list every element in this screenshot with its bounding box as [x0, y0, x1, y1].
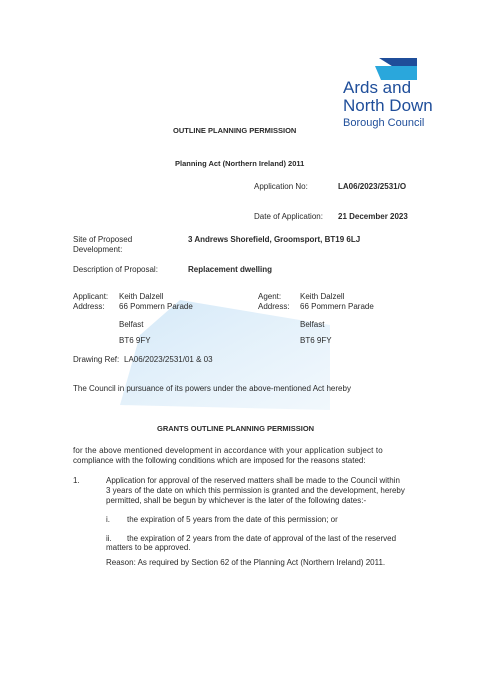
date-label: Date of Application: [254, 212, 323, 221]
agent-address-label: Address: [258, 302, 290, 311]
applicant-name: Keith Dalzell [119, 292, 164, 301]
site-label-1: Site of Proposed [73, 235, 133, 244]
condition-line-2: 3 years of the date on which this permission is granted and the development, hereby [106, 486, 405, 495]
agent-address-1: 66 Pommern Parade [300, 302, 374, 311]
logo-line-2: North Down [343, 96, 433, 115]
agent-address-3: BT6 9FY [300, 336, 332, 345]
application-no: LA06/2023/2531/O [338, 182, 407, 191]
logo-line-3: Borough Council [343, 117, 425, 129]
intro-line-1: for the above mentioned development in accordance with your application subject to [73, 446, 383, 455]
site-address: 3 Andrews Shorefield, Groomsport, BT19 6LJ [188, 235, 361, 244]
intro-line-2: compliance with the following conditions which are imposed for the reasons stated: [73, 456, 366, 465]
item-i-text: the expiration of 5 years from the date of this permission; or [127, 515, 338, 524]
condition-line-3: permitted, shall be begun by whichever is the later of the following dates:- [106, 496, 367, 505]
pursuance-statement: The Council in pursuance of its powers under the above-mentioned Act hereby [73, 384, 351, 393]
application-no-label: Application No: [254, 182, 308, 191]
applicant-label: Applicant: [73, 292, 109, 301]
document-title: OUTLINE PLANNING PERMISSION [173, 126, 297, 135]
act-name: Planning Act (Northern Ireland) 2011 [175, 159, 305, 168]
applicant-address-1: 66 Pommern Parade [119, 302, 193, 311]
applicant-address-label: Address: [73, 302, 105, 311]
agent-address-2: Belfast [300, 320, 325, 329]
reason-text: Reason: As required by Section 62 of the Planning Act (Northern Ireland) 2011. [106, 558, 386, 567]
agent-name: Keith Dalzell [300, 292, 345, 301]
grants-heading: GRANTS OUTLINE PLANNING PERMISSION [157, 424, 315, 433]
drawing-ref-label: Drawing Ref: [73, 355, 120, 364]
item-i-number: i. [106, 515, 110, 524]
applicant-address-2: Belfast [119, 320, 144, 329]
application-date: 21 December 2023 [338, 212, 408, 221]
logo-line-1: Ards and [343, 78, 412, 97]
condition-line-1: Application for approval of the reserved matters shall be made to the Council within [106, 476, 400, 485]
drawing-ref: LA06/2023/2531/01 & 03 [124, 355, 213, 364]
applicant-address-3: BT6 9FY [119, 336, 151, 345]
item-ii-text-2: matters to be approved. [106, 543, 191, 552]
item-ii-number: ii. [106, 534, 112, 543]
condition-number: 1. [73, 476, 80, 485]
item-ii-text-1: the expiration of 2 years from the date of approval of the last of the reserved [127, 534, 397, 543]
description-label: Description of Proposal: [73, 265, 158, 274]
site-label-2: Development: [73, 245, 123, 254]
agent-label: Agent: [258, 292, 282, 301]
description: Replacement dwelling [188, 265, 273, 274]
